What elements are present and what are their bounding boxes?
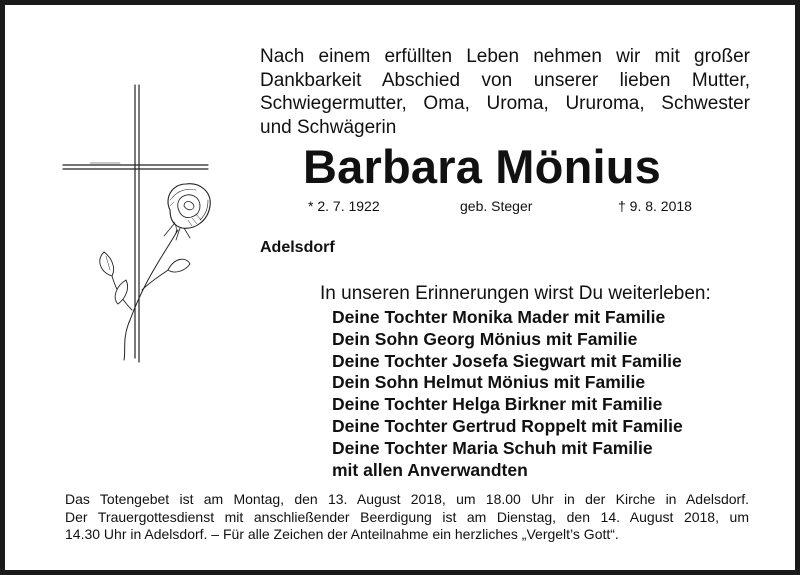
mourner-entry: Deine Tochter Monika Mader mit Familie xyxy=(332,307,666,327)
mourner-entry: Deine Tochter Maria Schuh mit Familie xyxy=(332,437,653,458)
mourner-entry: Dein Sohn Georg Mönius mit Familie xyxy=(332,328,638,349)
footer-line: Das Totengebet ist am Montag, den 13. August 2018, um 18.00 Uhr in der Kirche in Adelsdorf. xyxy=(65,491,749,507)
intro-line: Dankbarkeit Abschied von unserer lieben Mutter, xyxy=(260,69,750,91)
place-name: Adelsdorf xyxy=(260,239,335,256)
maiden-name: geb. Steger xyxy=(460,198,533,214)
mourner-entry: mit allen Anverwandten xyxy=(332,459,528,480)
intro-line: Nach einem erfüllten Leben nehmen wir mit großer xyxy=(260,46,750,67)
mourner-entry: Deine Tochter Gertrud Roppelt mit Familie xyxy=(332,415,683,436)
mourner-entry: Deine Tochter Josefa Siegwart mit Familie xyxy=(332,350,682,371)
death-date: † 9. 8. 2018 xyxy=(618,198,692,214)
footer-line: Der Trauergottesdienst mit anschließender Beerdigung ist am Dienstag, den 14. August 2018, um xyxy=(65,508,749,525)
intro-line: und Schwägerin xyxy=(260,116,397,138)
intro-line: Schwiegermutter, Oma, Uroma, Ururoma, Schwester xyxy=(260,93,750,114)
cross-with-rose-icon xyxy=(60,80,215,370)
memory-line: In unseren Erinnerungen wirst Du weiterleben: xyxy=(320,283,711,304)
footer-line: 14.30 Uhr in Adelsdorf. – Für alle Zeichen der Anteilnahme ein herzliches „Vergelt’s Gott“. xyxy=(65,526,619,542)
deceased-name: Barbara Mönius xyxy=(303,140,661,193)
service-details xyxy=(65,491,749,544)
mourner-entry: Dein Sohn Helmut Mönius mit Familie xyxy=(332,372,646,393)
mourners-list xyxy=(332,307,683,481)
intro-text xyxy=(260,45,750,139)
birth-date: * 2. 7. 1922 xyxy=(308,198,380,214)
mourner-entry: Deine Tochter Helga Birkner mit Familie xyxy=(332,394,663,415)
